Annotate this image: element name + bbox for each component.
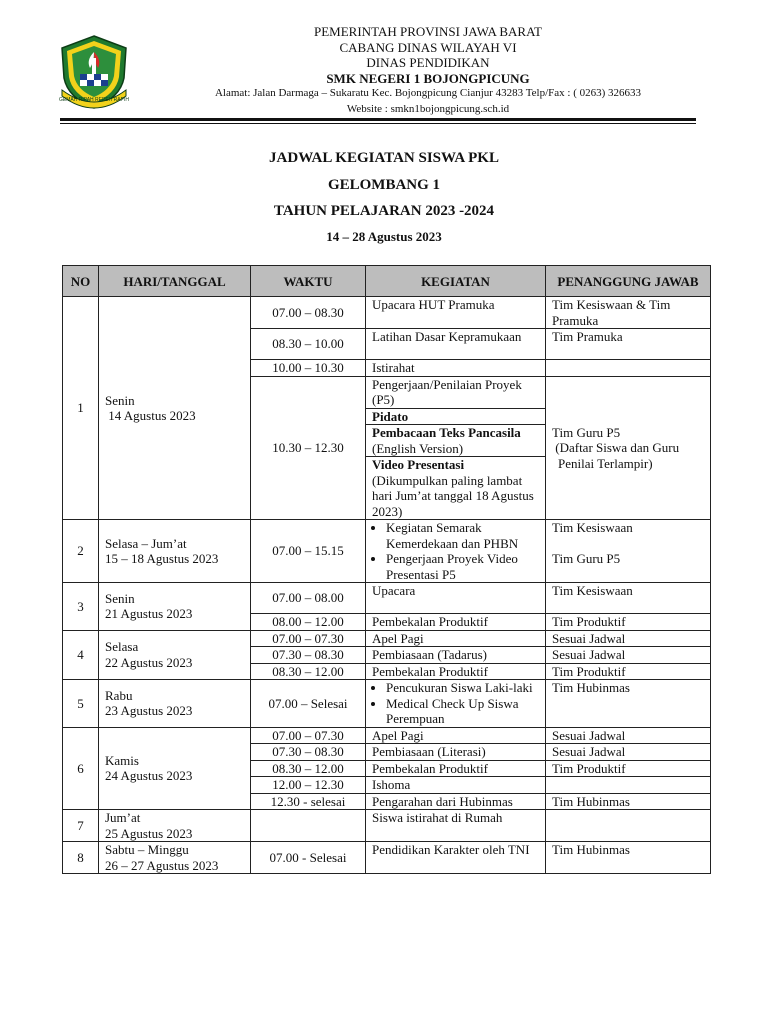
table-row: [63, 583, 711, 614]
letterhead-website: Website : smkn1bojongpicung.sch.id: [346, 102, 510, 115]
row-activity: Pembekalan Produktif: [366, 663, 546, 680]
row-activity: Pembiasaan (Literasi): [366, 744, 546, 761]
row-time: 08.30 – 10.00: [251, 329, 366, 360]
header-day-date: HARI/TANGGAL: [99, 266, 251, 297]
row-day-date: Sabtu – Minggu 26 – 27 Agustus 2023: [99, 842, 251, 874]
row-time: 07.30 – 08.30: [251, 744, 366, 761]
row-responsible: Tim Produktif: [546, 760, 711, 777]
letterhead-province: PEMERINTAH PROVINSI JAWA BARAT: [314, 24, 542, 39]
row-activity: Pembekalan Produktif: [366, 760, 546, 777]
row-day-date: Senin 21 Agustus 2023: [99, 583, 251, 631]
row-responsible: Sesuai Jadwal: [546, 630, 711, 647]
row-day-date: Rabu 23 Agustus 2023: [99, 680, 251, 728]
row-day-date: Senin 14 Agustus 2023: [99, 297, 251, 520]
row-activity: Apel Pagi: [366, 727, 546, 744]
header-rule-thin: [60, 123, 696, 124]
row-responsible: Tim Produktif: [546, 614, 711, 631]
row-no: 1: [63, 297, 99, 520]
letterhead: [150, 24, 706, 117]
table-row: [63, 630, 711, 647]
row-activity: Pembekalan Produktif: [366, 614, 546, 631]
row-activity: Siswa istirahat di Rumah: [366, 810, 546, 842]
row-no: 8: [63, 842, 99, 874]
letterhead-agency: DINAS PENDIDIKAN: [366, 55, 490, 70]
row-activity: Latihan Dasar Kepramukaan: [366, 329, 546, 360]
row-time: 08.30 – 12.00: [251, 663, 366, 680]
row-time: 07.00 - Selesai: [251, 842, 366, 874]
row-time: 07.00 – 08.00: [251, 583, 366, 614]
row-time: 07.30 – 08.30: [251, 647, 366, 664]
row-time: 10.30 – 12.30: [251, 376, 366, 520]
row-no: 5: [63, 680, 99, 728]
row-responsible: Sesuai Jadwal: [546, 647, 711, 664]
doc-school-year: TAHUN PELAJARAN 2023 -2024: [273, 203, 495, 219]
row-responsible: [546, 360, 711, 377]
row-time: [251, 810, 366, 842]
doc-date-range: 14 – 28 Agustus 2023: [326, 229, 442, 244]
row-time: 07.00 – 08.30: [251, 297, 366, 329]
table-row: [63, 680, 711, 728]
row-day-date: Kamis 24 Agustus 2023: [99, 727, 251, 810]
table-row: [63, 727, 711, 744]
row-activity: Ishoma: [366, 777, 546, 794]
row-day-date: Selasa – Jum’at 15 – 18 Agustus 2023: [99, 520, 251, 583]
header-no: NO: [63, 266, 99, 297]
list-item: • Medical Check Up Siswa Perempuan: [386, 696, 539, 727]
row-activity: Pendidikan Karakter oleh TNI: [366, 842, 546, 874]
row-activity: [366, 520, 546, 583]
row-activity: Pembacaan Teks Pancasila (English Version): [366, 425, 546, 457]
table-row: [63, 842, 711, 874]
letterhead-school: SMK NEGERI 1 BOJONGPICUNG: [326, 70, 530, 86]
row-activity: [366, 680, 546, 728]
list-item: • Pengerjaan Proyek Video Presentasi P5: [386, 551, 539, 582]
row-activity: Pengarahan dari Hubinmas: [366, 793, 546, 810]
row-activity: Istirahat: [366, 360, 546, 377]
row-activity: Upacara HUT Pramuka: [366, 297, 546, 329]
row-no: 7: [63, 810, 99, 842]
schedule-table: [62, 265, 711, 874]
row-responsible: Tim Hubinmas: [546, 680, 711, 728]
table-row: [63, 297, 711, 329]
school-logo-emblem: [56, 34, 132, 110]
table-row: [63, 520, 711, 583]
row-responsible: Tim Hubinmas: [546, 842, 711, 874]
list-item: • Pencukuran Siswa Laki-laki: [386, 680, 539, 696]
row-no: 3: [63, 583, 99, 631]
row-responsible: Tim Kesiswaan: [546, 583, 711, 614]
table-row: [63, 810, 711, 842]
row-activity: Video Presentasi (Dikumpulkan paling lambat hari Jum’at tanggal 18 Agustus 2023): [366, 457, 546, 520]
row-no: 4: [63, 630, 99, 680]
row-responsible: Tim Produktif: [546, 663, 711, 680]
svg-text:GEMAH RIPAH REPEH RAPIH: GEMAH RIPAH REPEH RAPIH: [59, 97, 129, 103]
row-time: 08.00 – 12.00: [251, 614, 366, 631]
row-responsible: Tim Kesiswaan Tim Guru P5: [546, 520, 711, 583]
row-no: 6: [63, 727, 99, 810]
row-activity: Apel Pagi: [366, 630, 546, 647]
row-no: 2: [63, 520, 99, 583]
row-time: 08.30 – 12.00: [251, 760, 366, 777]
row-responsible: Tim Hubinmas: [546, 793, 711, 810]
header-responsible: PENANGGUNG JAWAB: [546, 266, 711, 297]
row-time: 07.00 – 07.30: [251, 727, 366, 744]
list-item: • Kegiatan Semarak Kemerdekaan dan PHBN: [386, 520, 539, 551]
header-rule-thick: [60, 118, 696, 121]
row-time: 12.30 - selesai: [251, 793, 366, 810]
letterhead-address: Alamat: Jalan Darmaga – Sukaratu Kec. Bojongpicung Cianjur 43283 Telp/Fax : ( 0263) 326633: [214, 87, 642, 99]
row-time: 10.00 – 10.30: [251, 360, 366, 377]
row-time: 07.00 – 07.30: [251, 630, 366, 647]
row-day-date: Selasa 22 Agustus 2023: [99, 630, 251, 680]
letterhead-branch: CABANG DINAS WILAYAH VI: [339, 39, 517, 55]
doc-title: JADWAL KEGIATAN SISWA PKL: [269, 150, 499, 166]
header-time: WAKTU: [251, 266, 366, 297]
row-responsible: Sesuai Jadwal: [546, 744, 711, 761]
header-activity: KEGIATAN: [366, 266, 546, 297]
doc-wave: GELOMBANG 1: [327, 177, 441, 193]
row-time: 07.00 – 15.15: [251, 520, 366, 583]
row-responsible: [546, 810, 711, 842]
row-time: 12.00 – 12.30: [251, 777, 366, 794]
row-responsible: Tim Pramuka: [546, 329, 711, 360]
table-header-row: [63, 266, 711, 297]
row-responsible: Tim Guru P5 (Daftar Siswa dan Guru Penilai Terlampir): [546, 376, 711, 520]
row-time: 07.00 – Selesai: [251, 680, 366, 728]
row-day-date: Jum’at 25 Agustus 2023: [99, 810, 251, 842]
row-responsible: Sesuai Jadwal: [546, 727, 711, 744]
row-activity: Upacara: [366, 583, 546, 614]
row-activity: Pengerjaan/Penilaian Proyek (P5): [366, 376, 546, 408]
row-responsible: [546, 777, 711, 794]
row-activity: Pembiasaan (Tadarus): [366, 647, 546, 664]
row-responsible: Tim Kesiswaan & Tim Pramuka: [546, 297, 711, 329]
row-activity: Pidato: [366, 408, 546, 425]
